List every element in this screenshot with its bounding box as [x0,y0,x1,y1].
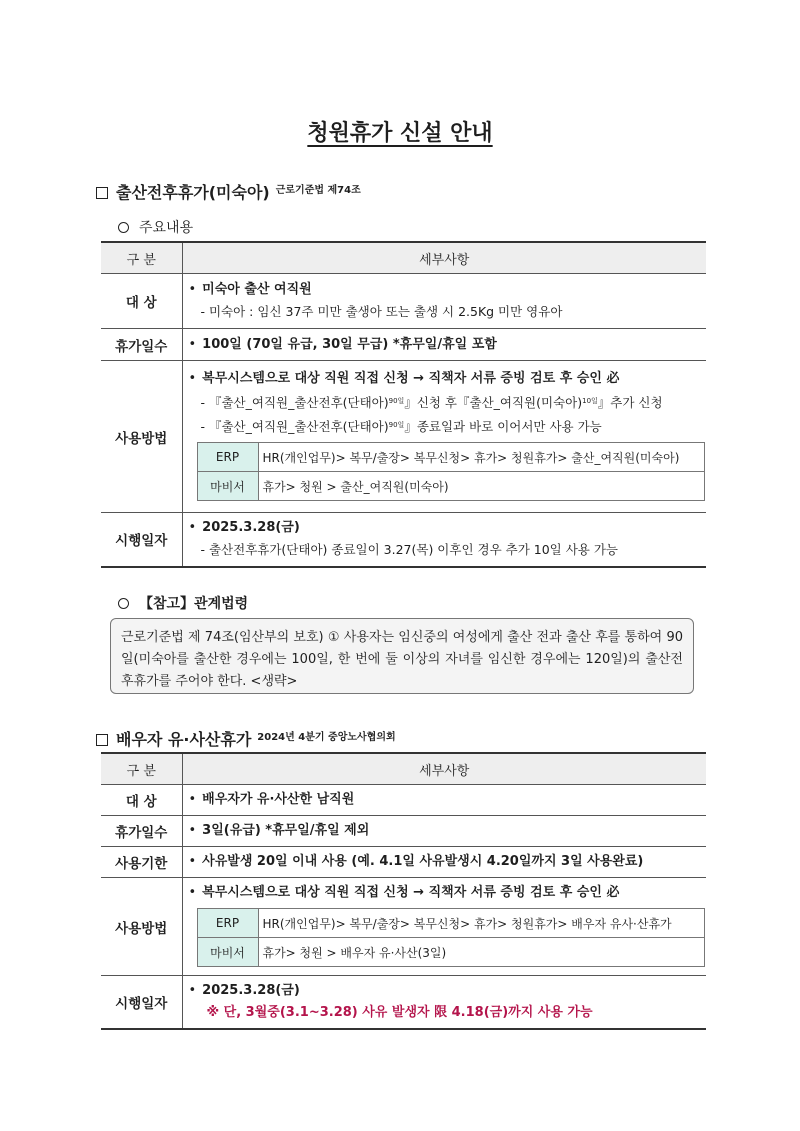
erp-path: HR(개인업무)> 복무/출장> 복무신청> 휴가> 청원휴가> 배우자 유사·산휴가 [258,909,704,938]
target-line: • 미숙아 출산 여직원 [189,279,707,301]
period-line: • 사유발생 20일 이내 사용 (예. 4.1일 사유발생시 4.20일까지 3일 사용완료) [189,851,707,873]
table-row [101,361,706,513]
mobile-path: 휴가> 청원 > 출산_여직원(미숙아) [258,472,704,501]
reference-heading: 【참고】관계법령 [118,593,248,613]
table-row [101,513,706,567]
table-row [101,785,706,816]
section2-heading: 배우자 유·사산휴가 $^{2024년 4분기 중앙노사협의회}$ [96,727,396,750]
days-line: • 100일 (70일 유급, 30일 무급) *휴무일/휴일 포함 [189,334,707,356]
table-row [101,847,706,878]
section1-subnote: 근로기준법 제74조 [275,185,361,196]
table-header-row [101,753,706,785]
row-label-period: 사용기한 [101,847,182,878]
date-subline: - 출산전후휴가(단태아) 종료일이 3.27(목) 이후인 경우 추가 10일 사용 가능 [189,539,707,561]
row-label-target: 대 상 [101,785,182,816]
row-label-method: 사용방법 [101,878,182,976]
table-row [101,878,706,976]
section2-table [101,752,706,1030]
row-label-method: 사용방법 [101,361,182,513]
circle-bullet-icon [118,598,129,609]
date-line: • 2025.3.28(금) [189,980,707,1002]
square-bullet-icon [96,187,108,199]
row-label-date: 시행일자 [101,513,182,567]
system-path-table [197,908,705,967]
section1-heading: 출산전후휴가(미숙아) $^{근로기준법 제74조}$ [96,180,361,203]
date-line: • 2025.3.28(금) [189,517,707,539]
header-details: 세부사항 [182,242,706,274]
erp-row [197,443,704,472]
target-subline: - 미숙아 : 임신 37주 미만 출생아 또는 출생 시 2.5Kg 미만 영유아 [189,301,707,323]
target-line: • 배우자가 유·사산한 남직원 [189,789,707,811]
section2-subnote: 2024년 4분기 중앙노사협의회 [257,732,396,743]
document-title: 청원휴가 신설 안내 [307,121,493,146]
row-label-date: 시행일자 [101,976,182,1030]
erp-row [197,909,704,938]
method-line: • 복무시스템으로 대상 직원 직접 신청 → 직책자 서류 증빙 검토 후 승인 必 [189,882,707,904]
table-row [101,274,706,329]
table-row [101,329,706,361]
erp-key: ERP [197,909,258,938]
header-details: 세부사항 [182,753,706,785]
reference-law-box: 근로기준법 제 74조(임산부의 보호) ① 사용자는 임신중의 여성에게 출산 전과 출산 후를 통하여 90일(미숙아를 출산한 경우에는 100일, 한 번에 둘 이상의 자녀를 임신한 경우에는 120일)의 출산전후휴가를 주어야 한다. <생략> [110,618,694,694]
table-header-row [101,242,706,274]
method-subline-1: - 『출산_여직원_출산전후(단태아)$^{90일}$』신청 후『출산_여직원(미숙아)$^{10일}$』추가 신청 [189,390,707,414]
row-label-days: 휴가일수 [101,329,182,361]
mobile-key: 마비서 [197,938,258,967]
mobile-row [197,938,704,967]
row-label-days: 휴가일수 [101,816,182,847]
row-label-target: 대 상 [101,274,182,329]
mobile-row [197,472,704,501]
main-content-heading: 주요내용 [118,217,193,237]
system-path-table [197,442,705,501]
circle-bullet-icon [118,222,129,233]
erp-key: ERP [197,443,258,472]
table-row [101,976,706,1030]
mobile-path: 휴가> 청원 > 배우자 유·사산(3일) [258,938,704,967]
square-bullet-icon [96,734,108,746]
method-line: • 복무시스템으로 대상 직원 직접 신청 → 직책자 서류 증빙 검토 후 승인 必 [189,368,707,390]
date-exception-note: ※ 단, 3월중(3.1~3.28) 사유 발생자 限 4.18(금)까지 사용 가능 [206,1005,593,1020]
mobile-key: 마비서 [197,472,258,501]
days-line: • 3일(유급) *휴무일/휴일 제외 [189,820,707,842]
header-category: 구 분 [101,753,182,785]
erp-path: HR(개인업무)> 복무/출장> 복무신청> 휴가> 청원휴가> 출산_여직원(미숙아) [258,443,704,472]
section1-table [101,241,706,568]
method-subline-2: - 『출산_여직원_출산전후(단태아)$^{90일}$』종료일과 바로 이어서만 사용 가능 [189,414,707,438]
header-category: 구 분 [101,242,182,274]
table-row [101,816,706,847]
